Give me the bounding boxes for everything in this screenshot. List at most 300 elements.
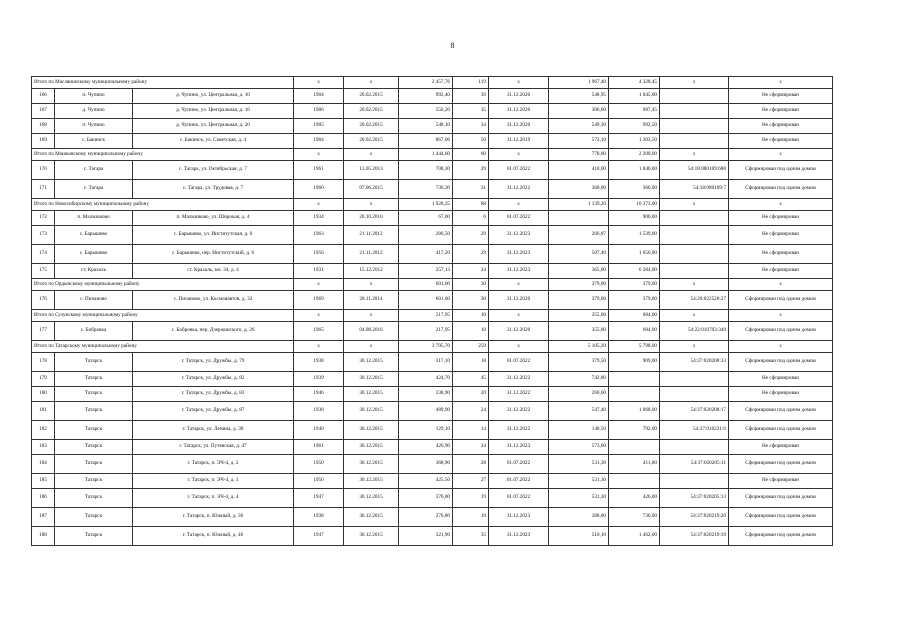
- table-cell: Татарск: [55, 353, 133, 372]
- table-cell: [660, 245, 729, 264]
- table-cell: 1 928,25: [399, 199, 453, 211]
- table-cell: 54:18:080109:7: [660, 180, 729, 199]
- table-cell: 736,30: [399, 180, 453, 199]
- table-cell: Татарск: [55, 372, 133, 387]
- table-cell: 10: [453, 322, 489, 341]
- table-cell: ст. Крахаль: [55, 264, 133, 279]
- table-cell: 572,10: [549, 134, 609, 149]
- table-cell: 417,20: [399, 245, 453, 264]
- table-cell: 20.02.2015: [344, 119, 399, 134]
- table-cell: 1931: [294, 264, 344, 279]
- table-cell: 31.12.2023: [489, 527, 549, 546]
- table-cell: 1938: [294, 508, 344, 527]
- table-cell: 180: [32, 387, 55, 402]
- table-row: [32, 474, 833, 489]
- table-cell: 31: [453, 180, 489, 199]
- table-cell: x: [660, 149, 729, 161]
- table-cell: 20.02.2015: [344, 134, 399, 149]
- table-cell: 54:37:020208:17: [660, 402, 729, 421]
- table-cell: 730,00: [609, 508, 660, 527]
- table-cell: x: [344, 199, 399, 211]
- table-cell: 379,50: [549, 353, 609, 372]
- table-cell: 792,00: [609, 421, 660, 440]
- table-cell: 31.12.2023: [489, 440, 549, 455]
- table-cell: 18: [453, 353, 489, 372]
- table-cell: 31.12.2019: [489, 134, 549, 149]
- table-cell: 708,30: [399, 161, 453, 180]
- table-cell: 379,00: [549, 279, 609, 291]
- table-cell: Татарск: [55, 421, 133, 440]
- table-summary-row: [32, 341, 833, 353]
- table-cell: д. Чупино, ул. Центральная, д. 20: [133, 119, 294, 134]
- table-cell: x: [294, 310, 344, 322]
- table-cell: 306,60: [549, 104, 609, 119]
- table-row: [32, 89, 833, 104]
- table-cell: 172: [32, 211, 55, 226]
- table-cell: 1 462,00: [609, 527, 660, 546]
- table-cell: 39: [453, 89, 489, 104]
- table-cell: 27: [453, 474, 489, 489]
- summary-label: Итого по Татарскому муниципальному району: [32, 341, 294, 353]
- table-cell: 266,87: [549, 226, 609, 245]
- table-cell: 01.07.2022: [489, 455, 549, 474]
- table-cell: [660, 134, 729, 149]
- table-row: [32, 322, 833, 341]
- table-cell: с. Тагара, ул. Трудовая, д. 7: [133, 180, 294, 199]
- table-cell: 13.05.2013: [344, 161, 399, 180]
- table-cell: x: [344, 149, 399, 161]
- table-cell: 129,10: [399, 421, 453, 440]
- table-cell: 531,30: [549, 455, 609, 474]
- table-row: [32, 455, 833, 474]
- table-cell: 54:37:020208:33: [660, 353, 729, 372]
- table-cell: 1963: [294, 226, 344, 245]
- table-cell: 360,00: [609, 180, 660, 199]
- table-cell: Сформирован под одним домом: [729, 161, 833, 180]
- table-cell: 360,00: [549, 180, 609, 199]
- table-cell: 54:37:020219:20: [660, 508, 729, 527]
- table-cell: 3 795,70: [399, 341, 453, 353]
- table-cell: 1 139,20: [549, 199, 609, 211]
- table-cell: 1 068,00: [609, 402, 660, 421]
- table-cell: 6 284,00: [609, 264, 660, 279]
- table-cell: 1984: [294, 89, 344, 104]
- table-cell: 1961: [294, 161, 344, 180]
- table-cell: 31.12.2020: [489, 322, 549, 341]
- table-cell: 1 650,00: [609, 245, 660, 264]
- table-cell: 286,50: [399, 226, 453, 245]
- table-cell: 1939: [294, 372, 344, 387]
- table-cell: x: [344, 77, 399, 89]
- table-cell: 26.10.2010: [344, 211, 399, 226]
- table-row: [32, 211, 833, 226]
- table-cell: Не сформирован: [729, 226, 833, 245]
- table-row: [32, 527, 833, 546]
- table-cell: 175: [32, 264, 55, 279]
- table-cell: 1 045,00: [609, 89, 660, 104]
- table-cell: Не сформирован: [729, 104, 833, 119]
- table-cell: с. Барышево: [55, 245, 133, 264]
- table-cell: 177: [32, 322, 55, 341]
- table-cell: 21.11.2012: [344, 245, 399, 264]
- table-cell: с. Барышево: [55, 226, 133, 245]
- table-cell: 355,00: [549, 310, 609, 322]
- table-cell: Сформирован под одним домом: [729, 353, 833, 372]
- table-cell: 15.12.2012: [344, 264, 399, 279]
- summary-label: Итого по Ордынскому муниципальному району: [32, 279, 294, 291]
- table-cell: 388,80: [549, 508, 609, 527]
- table-row: [32, 387, 833, 402]
- table-cell: 909,00: [609, 353, 660, 372]
- table-cell: x: [660, 310, 729, 322]
- table-cell: 260,60: [549, 387, 609, 402]
- table-cell: x: [489, 199, 549, 211]
- table-cell: x: [660, 199, 729, 211]
- table-cell: 1965: [294, 322, 344, 341]
- table-cell: 30.12.2015: [344, 474, 399, 489]
- table-cell: x: [729, 149, 833, 161]
- table-cell: 88: [453, 199, 489, 211]
- table-cell: 168: [32, 119, 55, 134]
- table-cell: 1946: [294, 387, 344, 402]
- table-cell: с. Бобровка, пер. Дзержинского, д. 26: [133, 322, 294, 341]
- table-summary-row: [32, 199, 833, 211]
- table-cell: x: [344, 279, 399, 291]
- table-cell: 684,00: [609, 310, 660, 322]
- table-cell: 900,00: [609, 211, 660, 226]
- table-cell: 425,50: [399, 474, 453, 489]
- table-cell: 31.12.2020: [489, 89, 549, 104]
- table-cell: 173: [32, 226, 55, 245]
- table-row: [32, 402, 833, 421]
- table-cell: 355,00: [549, 322, 609, 341]
- table-cell: Сформирован под одним домом: [729, 527, 833, 546]
- table-cell: 573,60: [549, 440, 609, 455]
- table-row: [32, 264, 833, 279]
- table-cell: 1 539,00: [609, 226, 660, 245]
- table-cell: Сформирован под одним домом: [729, 402, 833, 421]
- table-cell: 1950: [294, 474, 344, 489]
- table-cell: x: [660, 279, 729, 291]
- table-cell: 20.02.2015: [344, 89, 399, 104]
- table-cell: 31.12.2020: [489, 104, 549, 119]
- table-cell: 20.02.2015: [344, 104, 399, 119]
- table-cell: 24: [453, 402, 489, 421]
- table-cell: 1969: [294, 291, 344, 310]
- table-cell: [660, 211, 729, 226]
- table-cell: 148,50: [549, 421, 609, 440]
- table-cell: x: [294, 199, 344, 211]
- table-cell: 1984: [294, 134, 344, 149]
- table-cell: x: [344, 341, 399, 353]
- table-cell: 30: [453, 291, 489, 310]
- table-cell: 365,00: [549, 264, 609, 279]
- table-cell: 426,90: [399, 440, 453, 455]
- table-cell: Татарск: [55, 455, 133, 474]
- table-cell: 54:18:080109:688: [660, 161, 729, 180]
- table-cell: 31.12.2022: [489, 372, 549, 387]
- table-cell: 1947: [294, 527, 344, 546]
- table-cell: Не сформирован: [729, 211, 833, 226]
- summary-label: Итого по Маслянинскому муниципальному району: [32, 77, 294, 89]
- table-row: [32, 489, 833, 508]
- table-cell: с. Бобровка: [55, 322, 133, 341]
- table-cell: 171: [32, 180, 55, 199]
- table-cell: 5 105,20: [549, 341, 609, 353]
- table-cell: с. Бакинск: [55, 134, 133, 149]
- table-cell: г. Татарск, ул. Дружбы, д. 79: [133, 353, 294, 372]
- table-cell: с. Тагара, ул. Октябрьская, д. 7: [133, 161, 294, 180]
- table-cell: [660, 440, 729, 455]
- table-row: [32, 291, 833, 310]
- table-cell: 10 373,00: [609, 199, 660, 211]
- table-summary-row: [32, 77, 833, 89]
- table-cell: п. Чупино: [55, 119, 133, 134]
- table-cell: г. Татарск, ул. Ленина, д. 38: [133, 421, 294, 440]
- table-cell: Сформирован под одним домом: [729, 322, 833, 341]
- table-cell: 217,95: [399, 310, 453, 322]
- table-cell: 01.07.2022: [489, 161, 549, 180]
- table-cell: [609, 440, 660, 455]
- table-cell: Не сформирован: [729, 134, 833, 149]
- table-cell: Сформирован под одним домом: [729, 508, 833, 527]
- table-cell: x: [294, 279, 344, 291]
- table-cell: 174: [32, 245, 55, 264]
- table-cell: x: [489, 341, 549, 353]
- table-cell: 987,45: [609, 104, 660, 119]
- table-cell: 166: [32, 89, 55, 104]
- table-cell: 30.12.2015: [344, 402, 399, 421]
- table-cell: 1985: [294, 119, 344, 134]
- table-cell: 550,20: [399, 104, 453, 119]
- table-cell: 28: [453, 455, 489, 474]
- table-cell: 31.12.2020: [489, 291, 549, 310]
- table-cell: 510,10: [549, 527, 609, 546]
- table-cell: 547,40: [549, 402, 609, 421]
- table-cell: x: [344, 310, 399, 322]
- table-cell: 54:37:020205:11: [660, 455, 729, 474]
- summary-label: Итого по Сузунскому муниципальному району: [32, 310, 294, 322]
- table-cell: 31.12.2023: [489, 508, 549, 527]
- table-cell: 1 840,00: [609, 161, 660, 180]
- table-cell: 31.12.2023: [489, 264, 549, 279]
- table-cell: 778,00: [549, 149, 609, 161]
- table-cell: 31.12.2023: [489, 245, 549, 264]
- table-cell: 183: [32, 440, 55, 455]
- table-cell: 185: [32, 474, 55, 489]
- table-cell: 01.07.2022: [489, 353, 549, 372]
- table-cell: 6: [453, 211, 489, 226]
- table-row: [32, 353, 833, 372]
- table-cell: 169: [32, 134, 55, 149]
- table-cell: 259: [453, 341, 489, 353]
- table-cell: 489,90: [399, 402, 453, 421]
- table-cell: 376,00: [399, 489, 453, 508]
- summary-label: Итого по Новосибирскому муниципальному району: [32, 199, 294, 211]
- table-cell: 1986: [294, 104, 344, 119]
- table-cell: Не сформирован: [729, 372, 833, 387]
- table-cell: 60: [453, 149, 489, 161]
- table-cell: [609, 474, 660, 489]
- table-cell: [609, 372, 660, 387]
- table-cell: г. Татарск, ул. Дружбы, д. 82: [133, 372, 294, 387]
- table-cell: Сформирован под одним домом: [729, 489, 833, 508]
- table-cell: с. Тагара: [55, 180, 133, 199]
- table-cell: Сформирован под одним домом: [729, 421, 833, 440]
- table-row: [32, 245, 833, 264]
- table-cell: 29: [453, 245, 489, 264]
- table-cell: Не сформирован: [729, 474, 833, 489]
- table-cell: 67,00: [399, 211, 453, 226]
- table-cell: д. Чупино, ул. Центральная, д. 16: [133, 104, 294, 119]
- table-cell: д. Чупино, ул. Центральная, д. 10: [133, 89, 294, 104]
- table-cell: Татарск: [55, 387, 133, 402]
- summary-label: Итого по Мошковскому муниципальному району: [32, 149, 294, 161]
- table-cell: г. Татарск, п. ЭЧ-4, д. 3: [133, 474, 294, 489]
- table-cell: 31.12.2020: [489, 119, 549, 134]
- table-cell: 54:37:020205:13: [660, 489, 729, 508]
- table-cell: 30: [453, 279, 489, 291]
- table-cell: 426,00: [609, 489, 660, 508]
- table-cell: 1961: [294, 440, 344, 455]
- table-cell: x: [489, 77, 549, 89]
- table-cell: [660, 226, 729, 245]
- table-cell: 30.12.2015: [344, 440, 399, 455]
- table-cell: 07.06.2015: [344, 180, 399, 199]
- table-cell: 28.11.2014: [344, 291, 399, 310]
- table-cell: 167: [32, 104, 55, 119]
- table-cell: 1950: [294, 455, 344, 474]
- table-cell: 379,00: [549, 291, 609, 310]
- table-cell: Не сформирован: [729, 387, 833, 402]
- table-cell: г. Татарск, ул. Дружбы, д. 83: [133, 387, 294, 402]
- table-cell: с. Барышево, пер. Институтский, д. 6: [133, 245, 294, 264]
- table-cell: 1960: [294, 180, 344, 199]
- table-cell: [549, 211, 609, 226]
- table-cell: Татарск: [55, 402, 133, 421]
- table-cell: 176: [32, 291, 55, 310]
- table-cell: 01.07.2022: [489, 474, 549, 489]
- table-cell: 379,00: [609, 279, 660, 291]
- page-number: 8: [450, 41, 455, 50]
- table-row: [32, 508, 833, 527]
- table-cell: 184: [32, 455, 55, 474]
- table-cell: Татарск: [55, 508, 133, 527]
- table-cell: x: [294, 149, 344, 161]
- table-cell: 170: [32, 161, 55, 180]
- table-cell: 507,40: [549, 245, 609, 264]
- table-cell: x: [729, 279, 833, 291]
- table-cell: 867,06: [399, 134, 453, 149]
- table-cell: 45: [453, 372, 489, 387]
- table-cell: 29: [453, 161, 489, 180]
- table-cell: 379,00: [609, 291, 660, 310]
- table-cell: [660, 387, 729, 402]
- table-cell: 1940: [294, 421, 344, 440]
- table-cell: 418,00: [549, 161, 609, 180]
- table-cell: п. Мальчиково, ул. Широкая, д. 4: [133, 211, 294, 226]
- table-cell: г. Татарск, ул. Путевская, д. 47: [133, 440, 294, 455]
- table-cell: 54:22:010703:340: [660, 322, 729, 341]
- table-cell: 30.12.2015: [344, 455, 399, 474]
- table-cell: x: [660, 341, 729, 353]
- table-cell: г. Татарск, п. ЭЧ-4, д. 4: [133, 489, 294, 508]
- table-cell: 181: [32, 402, 55, 421]
- table-summary-row: [32, 149, 833, 161]
- table-cell: Не сформирован: [729, 264, 833, 279]
- table-cell: x: [489, 149, 549, 161]
- table-cell: x: [729, 77, 833, 89]
- table-row: [32, 134, 833, 149]
- table-cell: 1 303,50: [609, 134, 660, 149]
- table-cell: 549,30: [549, 119, 609, 134]
- table-cell: Татарск: [55, 440, 133, 455]
- table-cell: 30.12.2015: [344, 527, 399, 546]
- table-cell: г. Татарск, п. ЭЧ-4, д. 2: [133, 455, 294, 474]
- table-cell: 31.12.2022: [489, 387, 549, 402]
- table-cell: г. Татарск, п. Южный, д. 36: [133, 508, 294, 527]
- table-cell: 1 967,40: [549, 77, 609, 89]
- table-cell: с. Пичаново, ул. Космонавтов, д. 32: [133, 291, 294, 310]
- table-cell: 742,80: [549, 372, 609, 387]
- table-cell: 182: [32, 421, 55, 440]
- table-cell: 119: [453, 77, 489, 89]
- table-cell: 1 444,60: [399, 149, 453, 161]
- table-cell: [660, 119, 729, 134]
- table-cell: [660, 372, 729, 387]
- table-cell: 34: [453, 119, 489, 134]
- table-cell: 01.07.2022: [489, 211, 549, 226]
- table-cell: 21.11.2012: [344, 226, 399, 245]
- table-row: [32, 161, 833, 180]
- table-cell: 178: [32, 353, 55, 372]
- table-cell: 2 200,00: [609, 149, 660, 161]
- table-cell: 601,60: [399, 291, 453, 310]
- table-cell: 601,60: [399, 279, 453, 291]
- table-row: [32, 180, 833, 199]
- table-cell: [660, 474, 729, 489]
- table-cell: 30.12.2015: [344, 353, 399, 372]
- table-cell: Не сформирован: [729, 89, 833, 104]
- table-cell: x: [660, 77, 729, 89]
- table-cell: 368,90: [399, 455, 453, 474]
- table-cell: 1934: [294, 211, 344, 226]
- table-cell: с. Бакинск, ул. Советская, д. 4: [133, 134, 294, 149]
- table-row: [32, 421, 833, 440]
- table-cell: 31.12.2022: [489, 180, 549, 199]
- table-cell: Татарск: [55, 527, 133, 546]
- table-cell: 19: [453, 489, 489, 508]
- table-cell: 187: [32, 508, 55, 527]
- table-cell: Не сформирован: [729, 440, 833, 455]
- table-cell: п. Мальчиково: [55, 211, 133, 226]
- table-cell: 30.12.2015: [344, 489, 399, 508]
- table-cell: Не сформирован: [729, 119, 833, 134]
- table-cell: [660, 264, 729, 279]
- table-cell: 35: [453, 104, 489, 119]
- table-cell: 179: [32, 372, 55, 387]
- table-cell: 1947: [294, 489, 344, 508]
- table-cell: Сформирован под одним домом: [729, 455, 833, 474]
- table-cell: x: [729, 310, 833, 322]
- table-cell: x: [729, 199, 833, 211]
- table-cell: 321,90: [399, 527, 453, 546]
- table-row: [32, 104, 833, 119]
- table-cell: 424,70: [399, 372, 453, 387]
- table-cell: 217,95: [399, 322, 453, 341]
- table-cell: Не сформирован: [729, 245, 833, 264]
- table-cell: 188: [32, 527, 55, 546]
